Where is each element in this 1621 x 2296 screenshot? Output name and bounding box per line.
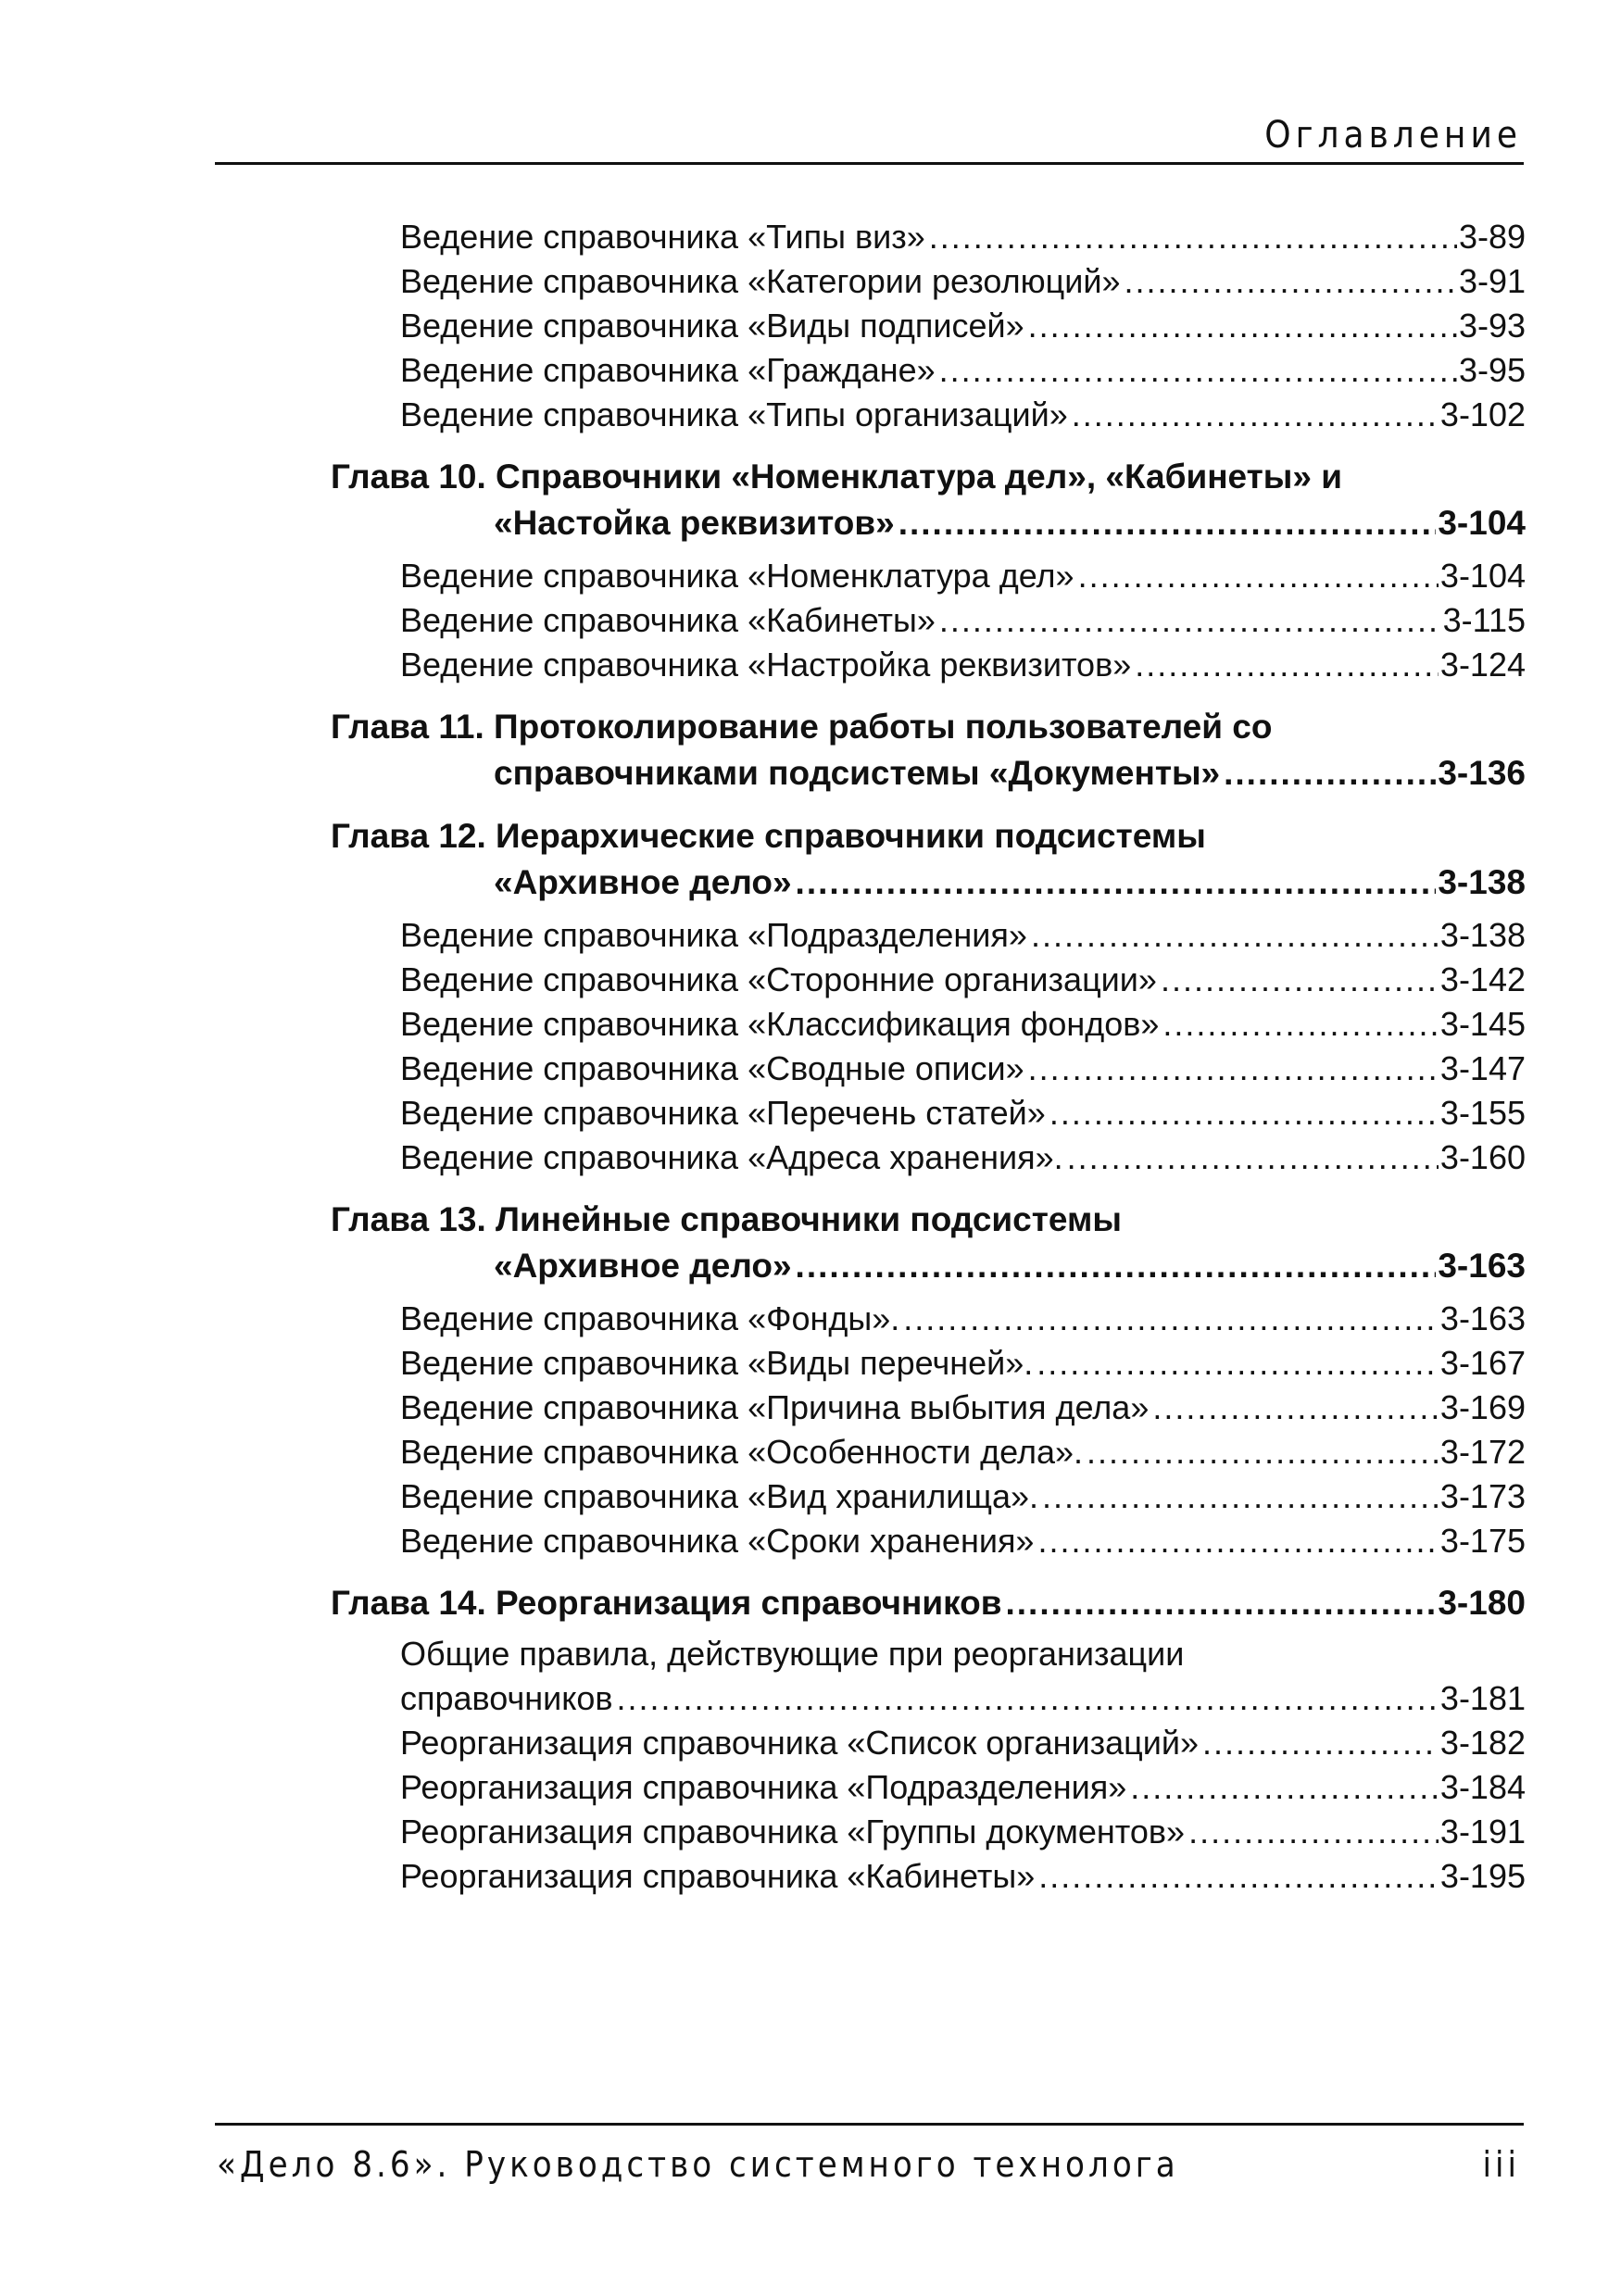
dot-leader <box>1152 1386 1439 1430</box>
toc-entry-page: 3-182 <box>1439 1724 1526 1762</box>
dot-leader <box>1078 554 1439 598</box>
dot-leader <box>1124 259 1456 304</box>
dot-leader <box>796 859 1437 906</box>
dot-leader <box>1130 1765 1439 1810</box>
toc-entry-page: 3-124 <box>1439 646 1526 684</box>
toc-entry-label: Реорганизация справочника «Кабинеты» <box>400 1857 1036 1895</box>
toc-entry-label: Реорганизация справочника «Группы документов» <box>400 1813 1186 1851</box>
footer-title: «Дело 8.6». Руководство системного технолога <box>217 2144 1179 2185</box>
chapter-title-cont: «Архивное дело» <box>494 1247 792 1285</box>
page-header <box>215 111 1524 165</box>
dot-leader <box>1067 1135 1439 1180</box>
toc-chapter-10[interactable] <box>331 454 1526 546</box>
chapter-page: 3-180 <box>1438 1584 1526 1622</box>
toc-entry-page: 3-115 <box>1442 601 1526 639</box>
chapter-page: 3-138 <box>1438 863 1526 901</box>
dot-leader <box>1028 304 1457 348</box>
toc-entry-label: Ведение справочника «Сроки хранения» <box>400 1522 1035 1560</box>
toc-entry[interactable] <box>400 1386 1526 1430</box>
toc-entry[interactable] <box>400 1519 1526 1563</box>
toc-entry-label-cont: справочников <box>400 1679 613 1717</box>
dot-leader <box>1038 1854 1439 1899</box>
chapter-title-cont: «Архивное дело» <box>494 863 792 901</box>
chapter-title-cont: справочниками подсистемы «Документы» <box>494 754 1221 792</box>
toc-entry-page: 3-175 <box>1439 1522 1526 1560</box>
dot-leader <box>903 1297 1439 1341</box>
toc-entry-page: 3-163 <box>1439 1299 1526 1337</box>
toc-entry-label: Ведение справочника «Фонды». <box>400 1299 900 1337</box>
dot-leader <box>1037 1341 1439 1386</box>
toc-entry-page: 3-169 <box>1439 1388 1526 1426</box>
dot-leader <box>939 598 1441 643</box>
toc-entry[interactable] <box>400 215 1526 259</box>
toc-entry[interactable] <box>400 1297 1526 1341</box>
dot-leader <box>898 500 1437 546</box>
chapter-page: 3-163 <box>1438 1247 1526 1285</box>
toc-entry-page: 3-93 <box>1458 307 1526 345</box>
chapter-page: 3-104 <box>1438 504 1526 542</box>
toc-entry-label: Ведение справочника «Перечень статей» <box>400 1094 1046 1132</box>
dot-leader <box>1135 643 1439 687</box>
dot-leader <box>1188 1810 1439 1854</box>
toc-entry[interactable] <box>400 958 1526 1002</box>
toc-entry[interactable] <box>400 1474 1526 1519</box>
chapter-title: Глава 10. Справочники «Номенклатура дел», «Кабинеты» и <box>331 458 1342 496</box>
toc-entry[interactable] <box>400 1091 1526 1135</box>
toc-entry[interactable] <box>400 259 1526 304</box>
toc-entry-label: Ведение справочника «Номенклатура дел» <box>400 557 1074 595</box>
toc-entry-page: 3-95 <box>1458 351 1526 389</box>
dot-leader <box>1161 958 1439 1002</box>
toc-entry-page: 3-138 <box>1439 916 1526 954</box>
toc-entry-label: Общие правила, действующие при реорганизации <box>400 1635 1185 1673</box>
toc-entry-page: 3-173 <box>1439 1477 1526 1515</box>
toc-entry-label: Ведение справочника «Граждане» <box>400 351 936 389</box>
chapter-title: Глава 11. Протоколирование работы пользователей со <box>331 708 1273 746</box>
toc-entry[interactable] <box>400 1047 1526 1091</box>
chapter-title: Глава 14. Реорганизация справочников <box>331 1584 1002 1622</box>
dot-leader <box>1042 1474 1439 1519</box>
dot-leader <box>1087 1430 1439 1474</box>
toc-entry-page: 3-102 <box>1439 395 1526 433</box>
dot-leader <box>1224 750 1436 797</box>
toc-entry-page: 3-91 <box>1458 262 1526 300</box>
toc-entry-label: Ведение справочника «Вид хранилища». <box>400 1477 1039 1515</box>
dot-leader <box>939 348 1457 393</box>
table-of-contents <box>331 215 1526 1899</box>
toc-entry-page: 3-195 <box>1439 1857 1526 1895</box>
toc-entry[interactable] <box>400 1765 1526 1810</box>
toc-entry-page: 3-181 <box>1439 1679 1526 1717</box>
toc-chapter-11[interactable] <box>331 704 1526 797</box>
toc-entry-page: 3-147 <box>1439 1049 1526 1087</box>
toc-entry[interactable] <box>400 348 1526 393</box>
toc-entry[interactable] <box>400 1854 1526 1899</box>
toc-entry[interactable] <box>400 1721 1526 1765</box>
dot-leader <box>617 1676 1439 1721</box>
toc-entry-label: Ведение справочника «Типы виз» <box>400 218 925 256</box>
toc-entry[interactable] <box>400 1341 1526 1386</box>
chapter-title: Глава 12. Иерархические справочники подсистемы <box>331 817 1206 855</box>
toc-entry-label: Ведение справочника «Виды подписей» <box>400 307 1024 345</box>
toc-entry[interactable] <box>400 1810 1526 1854</box>
toc-entry-page: 3-167 <box>1439 1344 1526 1382</box>
toc-entry-label: Ведение справочника «Виды перечней». <box>400 1344 1034 1382</box>
toc-entry-label: Ведение справочника «Сторонние организации» <box>400 960 1157 998</box>
toc-entry-label: Ведение справочника «Подразделения» <box>400 916 1027 954</box>
toc-entry-label: Ведение справочника «Особенности дела». <box>400 1433 1084 1471</box>
toc-entry-label: Ведение справочника «Сводные описи» <box>400 1049 1024 1087</box>
toc-chapter-13[interactable] <box>331 1197 1526 1289</box>
dot-leader <box>1028 1047 1439 1091</box>
toc-entry-label: Ведение справочника «Типы организаций» <box>400 395 1068 433</box>
toc-entry[interactable] <box>400 643 1526 687</box>
toc-entry[interactable] <box>400 1135 1526 1180</box>
dot-leader <box>1037 1519 1438 1563</box>
toc-entry[interactable] <box>400 554 1526 598</box>
toc-entry-label: Ведение справочника «Адреса хранения». <box>400 1138 1063 1176</box>
dot-leader <box>1202 1721 1439 1765</box>
toc-entry-label: Ведение справочника «Настройка реквизитов» <box>400 646 1132 684</box>
toc-entry-label: Ведение справочника «Классификация фондов» <box>400 1005 1160 1043</box>
dot-leader <box>1162 1002 1439 1047</box>
dot-leader <box>1072 393 1439 437</box>
toc-entry[interactable] <box>400 393 1526 437</box>
toc-entry-label: Ведение справочника «Причина выбытия дела» <box>400 1388 1150 1426</box>
toc-entry-page: 3-184 <box>1439 1768 1526 1806</box>
dot-leader <box>796 1243 1437 1289</box>
chapter-title: Глава 13. Линейные справочники подсистемы <box>331 1200 1122 1238</box>
toc-entry-label: Реорганизация справочника «Подразделения» <box>400 1768 1127 1806</box>
toc-entry-label: Ведение справочника «Кабинеты» <box>400 601 936 639</box>
toc-chapter-14[interactable] <box>331 1580 1526 1626</box>
dot-leader <box>1006 1580 1437 1626</box>
chapter-title-cont: «Настойка реквизитов» <box>494 504 895 542</box>
toc-entry-page: 3-145 <box>1439 1005 1526 1043</box>
toc-chapter-12[interactable] <box>331 813 1526 906</box>
toc-entry-page: 3-142 <box>1439 960 1526 998</box>
toc-entry[interactable] <box>400 913 1526 958</box>
chapter-page: 3-136 <box>1438 754 1526 792</box>
header-title: Оглавление <box>1264 114 1522 157</box>
toc-entry-page: 3-191 <box>1439 1813 1526 1851</box>
toc-entry[interactable] <box>400 1632 1526 1721</box>
dot-leader <box>1049 1091 1439 1135</box>
footer-page-number: iii <box>1482 2144 1520 2185</box>
page-footer <box>215 2123 1524 2200</box>
dot-leader <box>929 215 1457 259</box>
toc-entry[interactable] <box>400 598 1526 643</box>
toc-entry-page: 3-172 <box>1439 1433 1526 1471</box>
toc-entry[interactable] <box>400 1430 1526 1474</box>
toc-entry[interactable] <box>400 1002 1526 1047</box>
toc-entry-page: 3-104 <box>1439 557 1526 595</box>
toc-entry-label: Реорганизация справочника «Список организаций» <box>400 1724 1199 1762</box>
dot-leader <box>1031 913 1439 958</box>
toc-entry-page: 3-155 <box>1439 1094 1526 1132</box>
toc-entry-label: Ведение справочника «Категории резолюций» <box>400 262 1121 300</box>
toc-entry-page: 3-89 <box>1458 218 1526 256</box>
toc-entry[interactable] <box>400 304 1526 348</box>
toc-entry-page: 3-160 <box>1439 1138 1526 1176</box>
